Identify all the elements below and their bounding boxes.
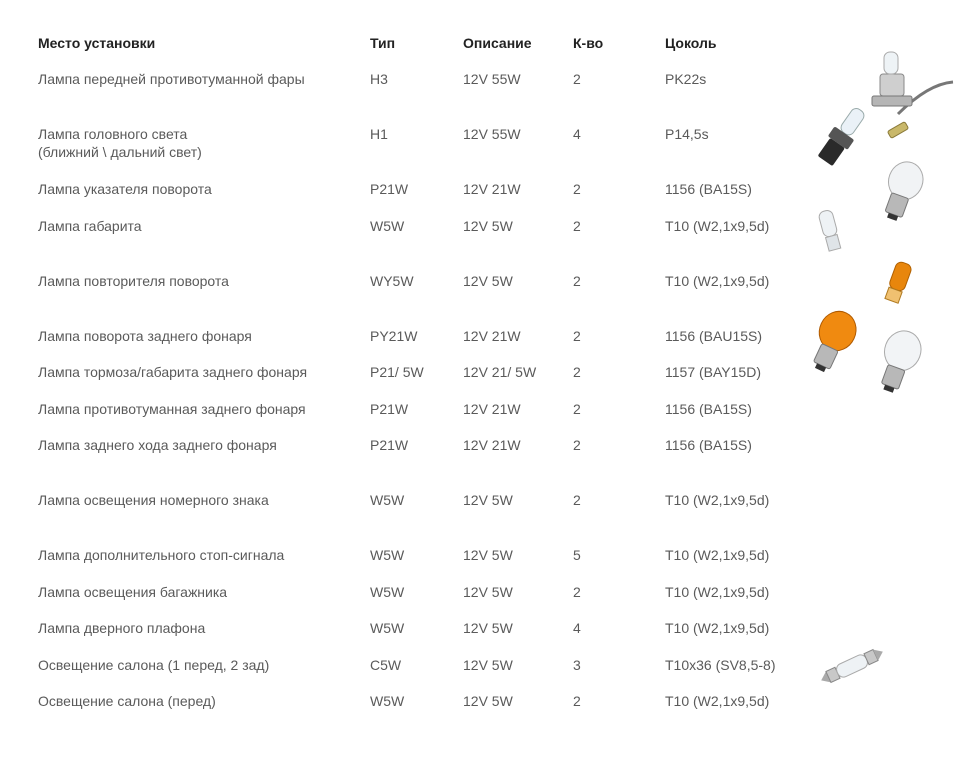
cell-desc: 12V 5W bbox=[463, 218, 513, 234]
cell-place bbox=[38, 272, 229, 290]
cell-place bbox=[38, 70, 305, 88]
p21w-bulb-icon bbox=[872, 158, 932, 224]
cell-type: W5W bbox=[370, 218, 405, 234]
cell-type: W5W bbox=[370, 693, 405, 709]
cell-base: PK22s bbox=[665, 71, 707, 87]
cell-desc: 12V 21W bbox=[463, 401, 521, 417]
cell-base: T10x36 (SV8,5-8) bbox=[665, 657, 776, 673]
place-line: Лампа головного света bbox=[38, 126, 188, 142]
cell-base: T10 (W2,1x9,5d) bbox=[665, 620, 770, 636]
cell-qty: 3 bbox=[573, 657, 581, 673]
cell-type: W5W bbox=[370, 547, 405, 563]
place-line: Лампа освещения номерного знака bbox=[38, 492, 269, 508]
cell-type: C5W bbox=[370, 657, 402, 673]
cell-desc: 12V 5W bbox=[463, 657, 513, 673]
cell-qty: 2 bbox=[573, 71, 581, 87]
cell-qty: 5 bbox=[573, 547, 581, 563]
cell-place bbox=[38, 217, 142, 235]
cell-base: T10 (W2,1x9,5d) bbox=[665, 547, 770, 563]
header-place: Место установки bbox=[38, 35, 156, 51]
cell-base: 1156 (BA15S) bbox=[665, 181, 752, 197]
cell-qty: 2 bbox=[573, 584, 581, 600]
cell-place bbox=[38, 400, 306, 418]
cell-place bbox=[38, 125, 202, 161]
cell-type: PY21W bbox=[370, 328, 418, 344]
cell-base: T10 (W2,1x9,5d) bbox=[665, 218, 770, 234]
place-line: Лампа дополнительного стоп-сигнала bbox=[38, 547, 285, 563]
header-qty: К-во bbox=[573, 35, 604, 51]
py21w-bulb-icon bbox=[802, 306, 864, 376]
cell-base: 1157 (BAY15D) bbox=[665, 364, 761, 380]
place-line: Лампа указателя поворота bbox=[38, 181, 212, 197]
header-base: Цоколь bbox=[665, 35, 717, 51]
cell-place bbox=[38, 583, 227, 601]
cell-type: P21W bbox=[370, 437, 409, 453]
w5w-bulb-icon bbox=[813, 206, 849, 256]
cell-base: 1156 (BA15S) bbox=[665, 401, 752, 417]
cell-place bbox=[38, 180, 212, 198]
cell-qty: 2 bbox=[573, 437, 581, 453]
cell-base: T10 (W2,1x9,5d) bbox=[665, 693, 770, 709]
cell-type: P21W bbox=[370, 181, 409, 197]
cell-desc: 12V 5W bbox=[463, 492, 513, 508]
cell-place bbox=[38, 491, 269, 509]
place-line: Лампа поворота заднего фонаря bbox=[38, 328, 252, 344]
header-type: Тип bbox=[370, 35, 396, 51]
cell-type: WY5W bbox=[370, 273, 414, 289]
place-line: Лампа габарита bbox=[38, 218, 142, 234]
cell-place bbox=[38, 363, 307, 381]
cell-desc: 12V 5W bbox=[463, 620, 513, 636]
cell-desc: 12V 5W bbox=[463, 693, 513, 709]
p21-5w-bulb-icon bbox=[868, 326, 930, 396]
cell-qty: 2 bbox=[573, 181, 581, 197]
place-line: Освещение салона (1 перед, 2 зад) bbox=[38, 657, 270, 673]
cell-desc: 12V 21/ 5W bbox=[463, 364, 537, 380]
cell-qty: 4 bbox=[573, 126, 581, 142]
cell-base: T10 (W2,1x9,5d) bbox=[665, 584, 770, 600]
cell-place bbox=[38, 692, 216, 710]
cell-desc: 12V 5W bbox=[463, 273, 513, 289]
cell-desc: 12V 55W bbox=[463, 126, 521, 142]
c5w-bulb-icon bbox=[814, 638, 890, 694]
cell-type: P21W bbox=[370, 401, 409, 417]
header-desc: Описание bbox=[463, 35, 532, 51]
cell-desc: 12V 21W bbox=[463, 181, 521, 197]
cell-base: 1156 (BAU15S) bbox=[665, 328, 763, 344]
cell-base: P14,5s bbox=[665, 126, 709, 142]
h1-bulb-icon bbox=[808, 100, 878, 175]
wy5w-bulb-icon bbox=[876, 258, 920, 308]
cell-base: T10 (W2,1x9,5d) bbox=[665, 273, 770, 289]
cell-qty: 2 bbox=[573, 273, 581, 289]
cell-desc: 12V 21W bbox=[463, 437, 521, 453]
cell-qty: 2 bbox=[573, 693, 581, 709]
place-line: Лампа противотуманная заднего фонаря bbox=[38, 401, 306, 417]
cell-qty: 4 bbox=[573, 620, 581, 636]
cell-place bbox=[38, 656, 269, 674]
cell-type: H3 bbox=[370, 71, 388, 87]
place-line: Лампа освещения багажника bbox=[38, 584, 228, 600]
cell-qty: 2 bbox=[573, 364, 581, 380]
cell-type: W5W bbox=[370, 584, 405, 600]
place-line: Освещение салона (перед) bbox=[38, 693, 216, 709]
cell-base: 1156 (BA15S) bbox=[665, 437, 752, 453]
cell-type: W5W bbox=[370, 492, 405, 508]
cell-qty: 2 bbox=[573, 401, 581, 417]
cell-desc: 12V 55W bbox=[463, 71, 521, 87]
place-line: Лампа заднего хода заднего фонаря bbox=[38, 437, 277, 453]
cell-qty: 2 bbox=[573, 218, 581, 234]
cell-qty: 2 bbox=[573, 492, 581, 508]
cell-place bbox=[38, 327, 252, 345]
place-line: Лампа тормоза/габарита заднего фонаря bbox=[38, 364, 308, 380]
cell-type: H1 bbox=[370, 126, 388, 142]
place-line: Лампа дверного плафона bbox=[38, 620, 206, 636]
cell-base: T10 (W2,1x9,5d) bbox=[665, 492, 770, 508]
place-line-2: (ближний \ дальний свет) bbox=[38, 144, 202, 160]
cell-type: P21/ 5W bbox=[370, 364, 424, 380]
cell-desc: 12V 5W bbox=[463, 584, 513, 600]
cell-place bbox=[38, 546, 284, 564]
place-line: Лампа повторителя поворота bbox=[38, 273, 229, 289]
place-line: Лампа передней противотуманной фары bbox=[38, 71, 305, 87]
cell-qty: 2 bbox=[573, 328, 581, 344]
cell-place bbox=[38, 619, 205, 637]
cell-type: W5W bbox=[370, 620, 405, 636]
cell-desc: 12V 21W bbox=[463, 328, 521, 344]
cell-desc: 12V 5W bbox=[463, 547, 513, 563]
cell-place bbox=[38, 436, 277, 454]
